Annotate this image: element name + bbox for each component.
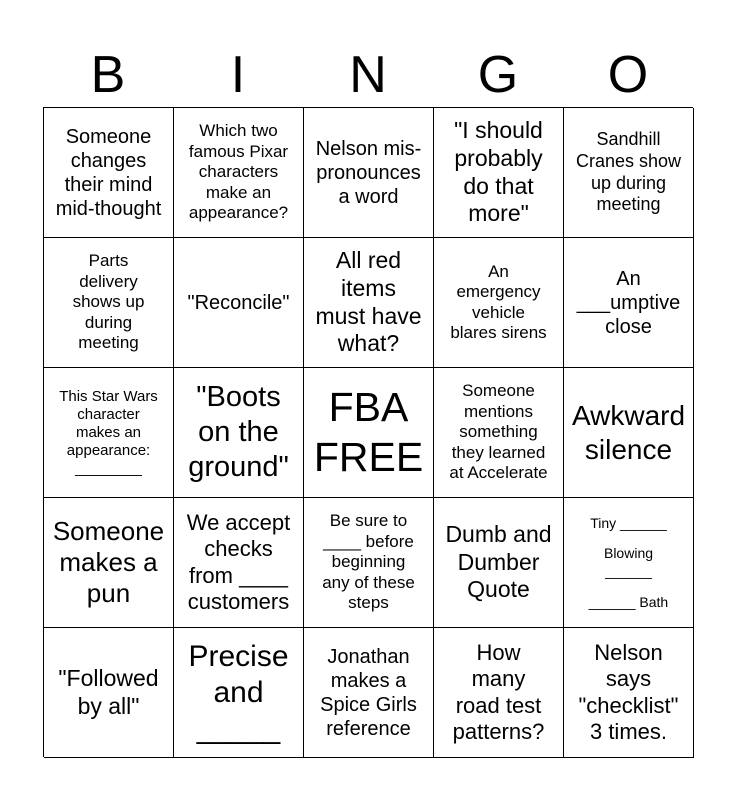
bingo-cell[interactable]: [434, 108, 564, 238]
header-letter-g: G: [477, 46, 519, 104]
cell-text: Dumb and Dumber Quote: [445, 521, 552, 603]
cell-text: Awkward silence: [571, 399, 686, 465]
bingo-cell[interactable]: [44, 628, 174, 758]
bingo-cell[interactable]: [304, 628, 434, 758]
cell-text: FBA FREE: [313, 384, 424, 480]
cell-text: Nelson mis- pronounces a word: [315, 137, 422, 208]
cell-text: "I should probably do that more": [454, 117, 543, 227]
cell-text: Jonathan makes a Spice Girls reference: [320, 645, 417, 740]
bingo-cell[interactable]: [44, 498, 174, 628]
cell-line: Blowing ______: [603, 545, 654, 580]
bingo-cell[interactable]: [174, 238, 304, 368]
bingo-cell[interactable]: [304, 368, 434, 498]
bingo-cell[interactable]: [174, 628, 304, 758]
bingo-cell[interactable]: [434, 238, 564, 368]
cell-text: "Reconcile": [187, 291, 290, 314]
cell-text: Nelson says "checklist" 3 times.: [578, 639, 679, 744]
bingo-cell[interactable]: [174, 498, 304, 628]
cell-text: All red items must have what?: [315, 247, 422, 357]
cell-text: An ___umptive close: [576, 267, 681, 338]
cell-text: Someone makes a pun: [52, 515, 165, 609]
header-letter-o: O: [607, 46, 649, 104]
bingo-cell[interactable]: [304, 498, 434, 628]
cell-text: We accept checks from ____ customers: [186, 509, 291, 614]
header-letter-b: B: [90, 46, 126, 104]
bingo-cell[interactable]: [304, 238, 434, 368]
cell-text: "Followed by all": [58, 664, 159, 719]
bingo-grid: [43, 107, 693, 757]
cell-text: This Star Wars character makes an appearance: ________: [59, 387, 158, 477]
cell-text: "Boots on the ground": [188, 381, 289, 483]
bingo-cell[interactable]: [44, 368, 174, 498]
header-letter-i: I: [230, 46, 246, 104]
bingo-cell[interactable]: [174, 108, 304, 238]
header-letter-n: N: [349, 46, 387, 104]
bingo-cell[interactable]: [434, 498, 564, 628]
cell-line: ______ Bath: [588, 593, 669, 610]
bingo-cell[interactable]: [564, 628, 694, 758]
bingo-cell[interactable]: [564, 238, 694, 368]
bingo-cell[interactable]: [44, 108, 174, 238]
cell-text: Precise and _____: [188, 639, 289, 745]
bingo-cell[interactable]: [434, 368, 564, 498]
cell-text: Sandhill Cranes show up during meeting: [575, 129, 682, 215]
bingo-cell[interactable]: [44, 238, 174, 368]
cell-text: Be sure to ____ before beginning any of these steps: [322, 511, 415, 613]
cell-text: An emergency vehicle blares sirens: [450, 261, 547, 342]
bingo-header: [43, 44, 693, 106]
bingo-cell[interactable]: [434, 628, 564, 758]
bingo-cell[interactable]: [564, 498, 694, 628]
bingo-cell[interactable]: [304, 108, 434, 238]
cell-text: Someone changes their mind mid-thought: [55, 125, 162, 220]
cell-text: How many road test patterns?: [452, 639, 545, 744]
bingo-cell[interactable]: [564, 108, 694, 238]
cell-line: Tiny ______: [590, 515, 667, 532]
bingo-cell[interactable]: [174, 368, 304, 498]
cell-text: Parts delivery shows up during meeting: [72, 251, 145, 353]
bingo-cell[interactable]: [564, 368, 694, 498]
cell-text: Which two famous Pixar characters make an appearance?: [188, 121, 289, 223]
cell-text: Someone mentions something they learned at Accelerate: [449, 381, 548, 483]
